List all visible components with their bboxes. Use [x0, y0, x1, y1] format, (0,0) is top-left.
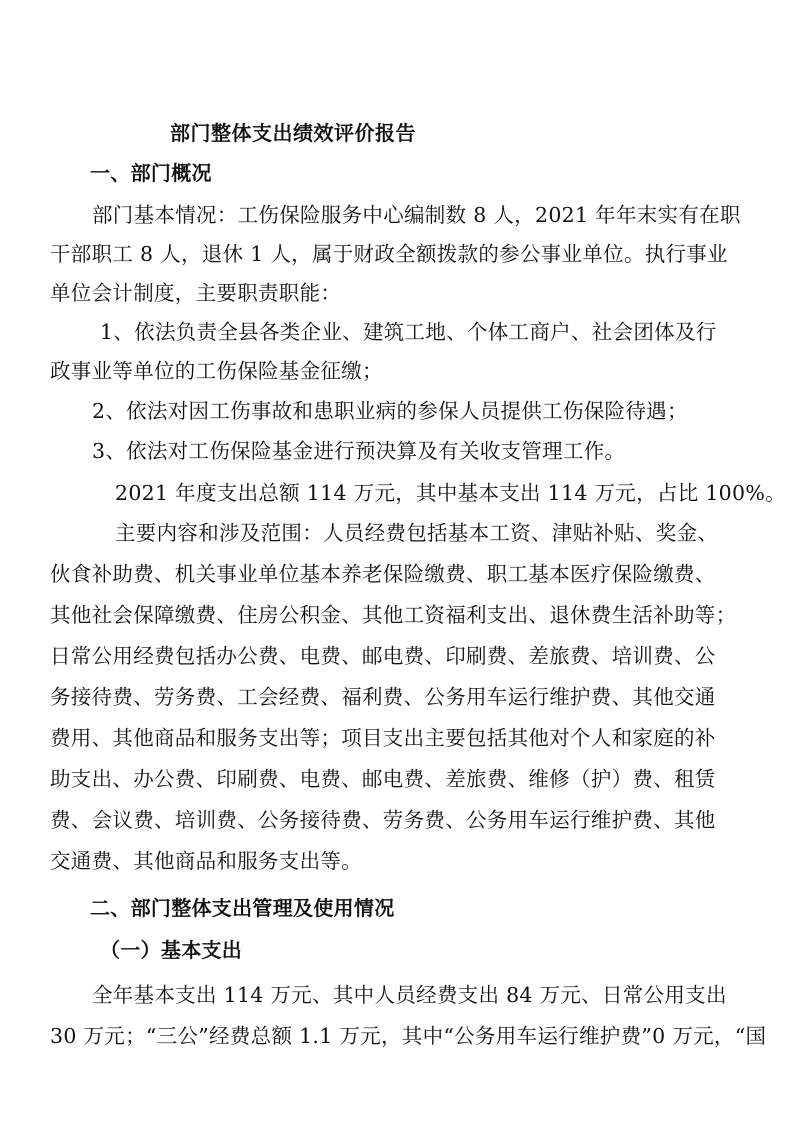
item-1-line-1: 1、依法负责全县各类企业、建筑工地、个体工商户、社会团体及行 [100, 320, 717, 344]
scope-line-2: 伙食补助费、机关事业单位基本养老保险缴费、职工基本医疗保险缴费、 [50, 562, 716, 586]
scope-line-1: 主要内容和涉及范围：人员经费包括基本工资、津贴补贴、奖金、 [115, 521, 719, 545]
scope-line-6: 费用、其他商品和服务支出等；项目支出主要包括其他对个人和家庭的补 [50, 726, 716, 750]
subsection-1-heading: （一）基本支出 [100, 938, 243, 962]
item-2: 2、依法对因工伤事故和患职业病的参保人员提供工伤保险待遇； [92, 399, 688, 423]
para-1-line-2: 干部职工 8 人，退休 1 人，属于财政全额拨款的参公事业单位。执行事业 [50, 242, 728, 266]
scope-line-5: 务接待费、劳务费、工会经费、福利费、公务用车运行维护费、其他交通 [50, 685, 716, 709]
basic-expense-line-1: 全年基本支出 114 万元、其中人员经费支出 84 万元、日常公用支出 [92, 983, 727, 1007]
para-1-line-3: 单位会计制度，主要职责职能： [50, 281, 342, 305]
scope-line-7: 助支出、办公费、印刷费、电费、邮电费、差旅费、维修（护）费、租赁 [50, 767, 716, 791]
summary-line: 2021 年度支出总额 114 万元，其中基本支出 114 万元，占比 100%。 [115, 481, 786, 505]
section-1-heading: 一、部门概况 [90, 161, 212, 185]
item-3: 3、依法对工伤保险基金进行预决算及有关收支管理工作。 [92, 439, 626, 463]
scope-line-3: 其他社会保障缴费、住房公积金、其他工资福利支出、退休费生活补助等； [50, 603, 737, 627]
scope-line-9: 交通费、其他商品和服务支出等。 [50, 849, 362, 873]
item-1-line-2: 政事业等单位的工伤保险基金征缴； [50, 359, 383, 383]
document-title: 部门整体支出绩效评价报告 [170, 121, 416, 145]
scope-line-4: 日常公用经费包括办公费、电费、邮电费、印刷费、差旅费、培训费、公 [50, 644, 716, 668]
basic-expense-line-2: 30 万元；“三公”经费总额 1.1 万元，其中“公务用车运行维护费”0 万元，“国 [50, 1024, 767, 1048]
para-1-line-1: 部门基本情况：工伤保险服务中心编制数 8 人，2021 年年末实有在职 [92, 203, 741, 227]
section-2-heading: 二、部门整体支出管理及使用情况 [90, 896, 395, 920]
scope-line-8: 费、会议费、培训费、公务接待费、劳务费、公务用车运行维护费、其他 [50, 808, 716, 832]
